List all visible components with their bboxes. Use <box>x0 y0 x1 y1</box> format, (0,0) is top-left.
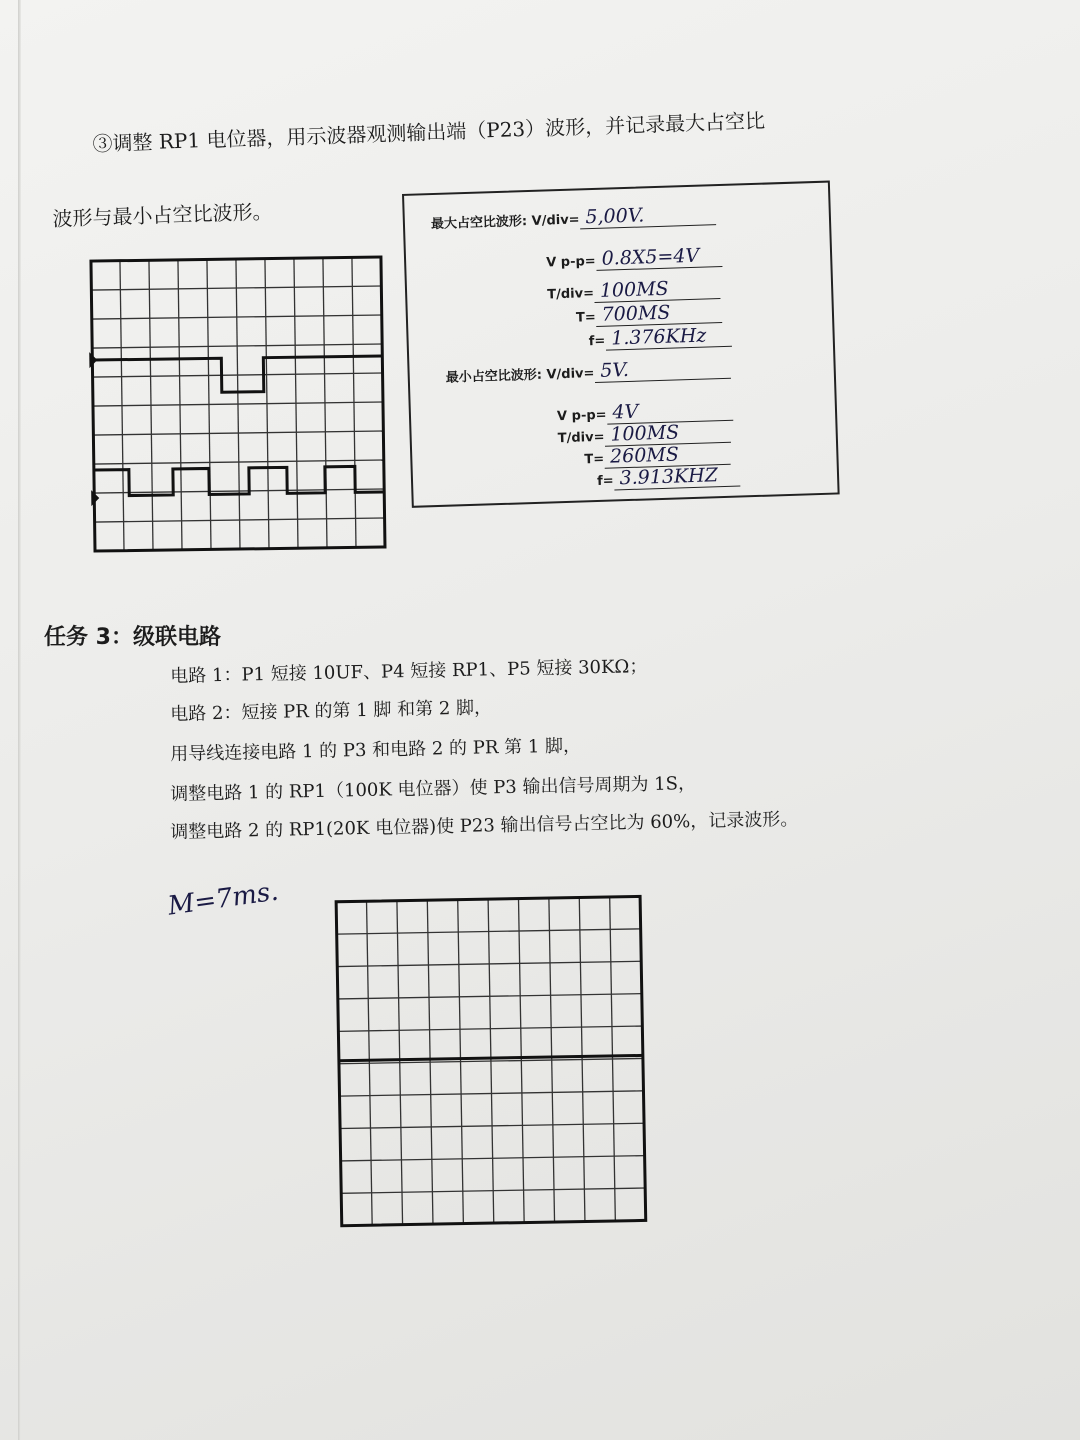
waveform-grid-lower <box>338 898 654 1232</box>
max-tdiv-value: 100MS <box>594 276 721 303</box>
vpp-label-2: V p-p= <box>556 407 607 425</box>
max-vdiv-row <box>431 202 716 234</box>
max-duty-label: 最大占空比波形: <box>430 214 528 233</box>
max-f-value: 1.376KHz <box>605 324 732 351</box>
instruction-line-1: ③调整 RP1 电位器，用示波器观测输出端（P23）波形，并记录最大占空比 <box>92 108 766 156</box>
vdiv-label: V/div= <box>531 212 580 229</box>
task3-line-3: 用导线连接电路 1 的 P3 和电路 2 的 PR 第 1 脚， <box>170 735 582 765</box>
min-vpp-value: 4V <box>606 398 733 425</box>
task3-title: 任务 3：级联电路 <box>44 625 221 650</box>
task3-line-1: 电路 1：P1 短接 10UF、P4 短接 RP1、P5 短接 30KΩ； <box>170 656 648 687</box>
task3-line-5: 调整电路 2 的 RP1(20K 电位器)使 P23 输出信号占空比为 60%，记录波形。 <box>170 808 799 843</box>
task3-line-4: 调整电路 1 的 RP1（100K 电位器）使 P3 输出信号周期为 1S， <box>170 772 697 805</box>
max-t-row <box>576 300 722 328</box>
instruction-line-2: 波形与最小占空比波形。 <box>52 199 273 231</box>
vpp-label: V p-p= <box>546 253 596 271</box>
max-f-row <box>588 324 731 351</box>
paper-fold <box>18 0 21 1440</box>
tdiv-label: T/div= <box>547 286 595 303</box>
max-t-value: 700MS <box>595 300 722 327</box>
min-tdiv-value: 100MS <box>604 420 731 447</box>
waveform-grid-upper <box>92 258 388 554</box>
max-vpp-value: 0.8X5=4V <box>595 244 722 271</box>
measurement-record-box <box>402 181 840 508</box>
f-label: f= <box>588 333 606 350</box>
handwritten-note: M=7ms. <box>166 876 281 922</box>
min-f-value: 3.913KHZ <box>613 464 740 491</box>
t-label: T= <box>575 309 596 326</box>
min-t-value: 260MS <box>604 442 731 469</box>
vdiv-label-2: V/div= <box>546 366 595 383</box>
t-label-2: T= <box>584 451 605 468</box>
tdiv-label-2: T/div= <box>557 429 605 447</box>
max-vdiv-value: 5,00V. <box>579 202 716 229</box>
min-duty-label: 最小占空比波形: <box>445 367 543 386</box>
max-vpp-row <box>546 244 722 273</box>
task3-line-2: 电路 2：短接 PR 的第 1 脚 和第 2 脚， <box>170 697 493 725</box>
min-vdiv-value: 5V. <box>594 356 731 383</box>
f-label-2: f= <box>596 473 614 490</box>
min-f-row <box>597 464 740 491</box>
min-vdiv-row <box>445 356 730 388</box>
